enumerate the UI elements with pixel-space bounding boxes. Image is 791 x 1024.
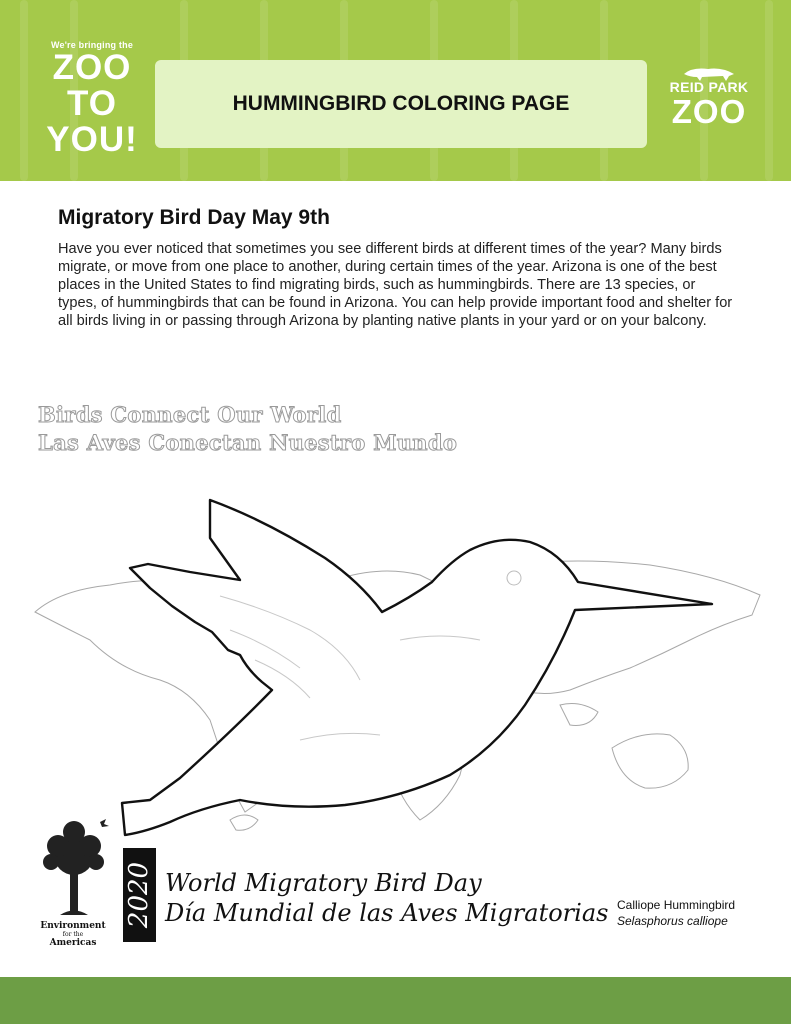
event-year: 2020 — [124, 861, 155, 929]
zoo-logo-tagline: We're bringing the — [50, 40, 134, 50]
event-names — [165, 868, 608, 928]
zoo-to-you-logo — [42, 40, 142, 165]
anteater-icon — [682, 65, 736, 81]
title-banner — [155, 60, 647, 148]
zoo-logo-line2: TO — [67, 84, 117, 123]
bamboo-stalk — [20, 0, 28, 181]
event-name-english: World Migratory Bird Day — [165, 869, 482, 897]
efa-line1: Environment — [40, 921, 106, 931]
hummingbird-outline-icon — [122, 500, 712, 835]
article-title: Migratory Bird Day May 9th — [58, 206, 330, 229]
header-band — [0, 0, 791, 181]
footer-band — [0, 977, 791, 1024]
coloring-artwork — [0, 460, 791, 860]
species-scientific-name: Selasphorus calliope — [617, 914, 728, 928]
year-box — [123, 848, 156, 942]
environment-americas-label — [36, 921, 110, 948]
article-body: Have you ever noticed that sometimes you see different birds at different times of the year? Many birds migrate, or move from one place to another, during certain times of the year. Arizona is one of the best places in the United States to find migrating birds, such as hummingbirds. There are 13 species, or types, of hummingbirds that can be found in Arizona. You can help provide important food and shelter for all birds living in or passing through Arizona by planting native plants in your yard or on your balcony. — [58, 241, 733, 329]
page-title: HUMMINGBIRD COLORING PAGE — [232, 92, 570, 115]
species-caption — [617, 897, 735, 929]
zoo-logo-line3: YOU! — [46, 120, 138, 159]
bamboo-stalk — [765, 0, 773, 181]
event-name-spanish: Día Mundial de las Aves Migratorias — [165, 899, 609, 927]
zoo-logo-line1: ZOO — [52, 48, 132, 87]
theme-english: Birds Connect Our World — [38, 402, 342, 427]
species-common-name: Calliope Hummingbird — [617, 898, 736, 912]
efa-line3: Americas — [49, 938, 97, 948]
efa-line2: for the — [62, 931, 84, 938]
reid-logo-line1: REID PARK — [669, 79, 749, 95]
reid-logo-line2: ZOO — [671, 93, 747, 130]
reid-park-zoo-logo — [668, 65, 750, 145]
theme-spanish: Las Aves Conectan Nuestro Mundo — [38, 430, 458, 455]
